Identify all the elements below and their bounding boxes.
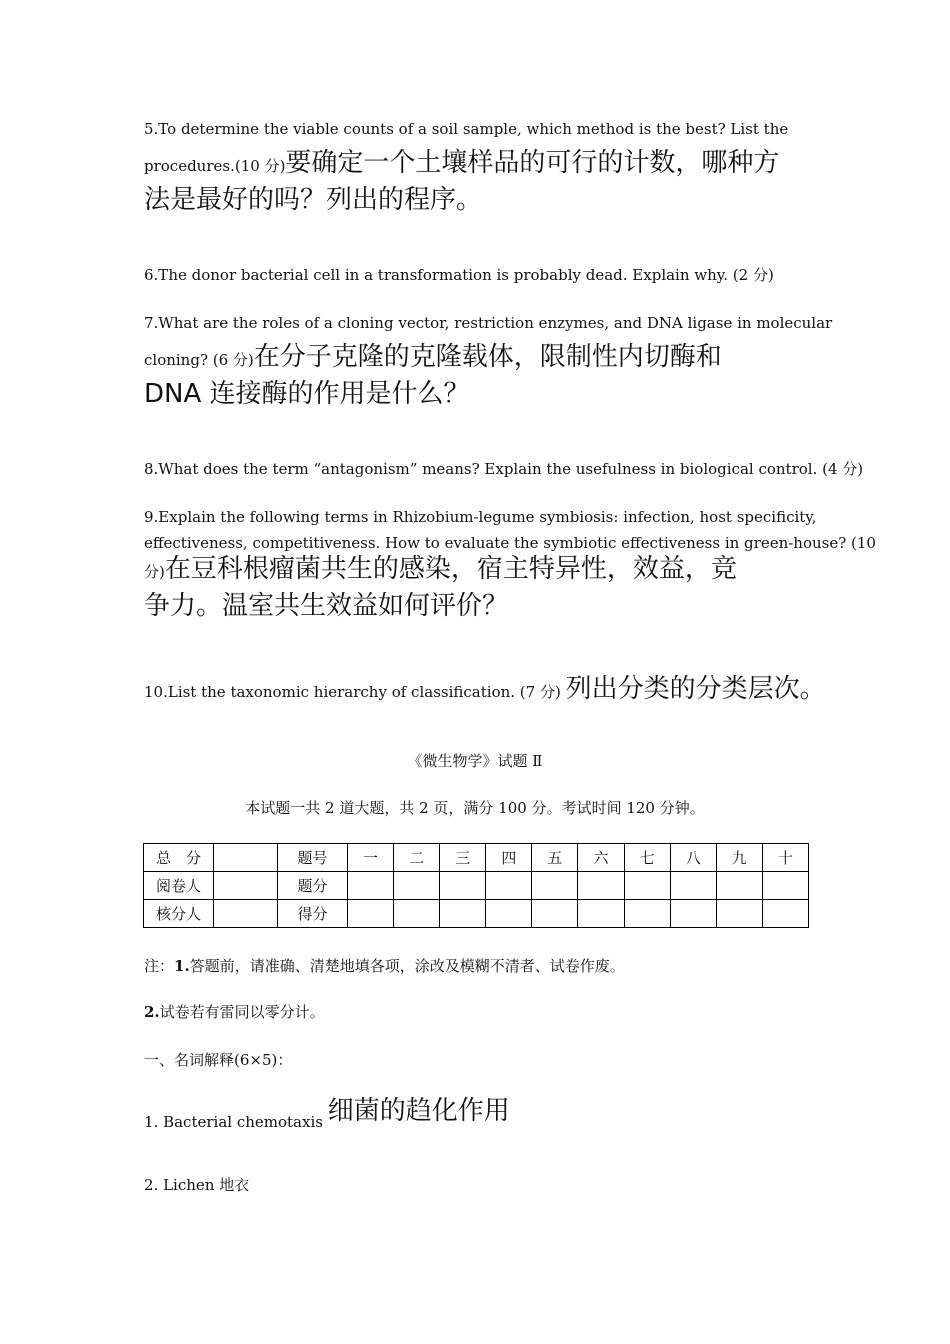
q7-cn-part2: DNA 连接酶的作用是什么？ — [144, 379, 470, 409]
note1-number: 1. — [174, 957, 190, 975]
table-cell: 题分 — [278, 872, 348, 900]
table-cell[interactable] — [716, 900, 762, 928]
score-table — [143, 843, 809, 928]
table-cell[interactable] — [394, 872, 440, 900]
question-10 — [144, 674, 826, 705]
table-cell[interactable] — [214, 844, 278, 872]
note2-text: 试卷若有雷同以零分计。 — [159, 1003, 325, 1021]
table-cell: 十 — [762, 844, 808, 872]
q9-line2: effectiveness, competitiveness. How to evaluate the symbiotic effectiveness in green-house? (10 — [144, 534, 876, 552]
table-cell: 六 — [578, 844, 624, 872]
table-cell[interactable] — [670, 900, 716, 928]
exam-subtitle: 本试题一共 2 道大题，共 2 页，满分 100 分。考试时间 120 分钟。 — [245, 799, 705, 817]
table-cell: 八 — [670, 844, 716, 872]
table-cell: 四 — [486, 844, 532, 872]
note-1 — [144, 955, 625, 976]
q5-cn-part2: 法是最好的吗？列出的程序。 — [144, 185, 483, 215]
q8-text: 8.What does the term “antagonism” means? Explain the usefulness in biological control. (4 分) — [144, 460, 864, 478]
table-cell[interactable] — [440, 900, 486, 928]
table-cell: 五 — [532, 844, 578, 872]
table-cell[interactable] — [578, 872, 624, 900]
table-cell: 得分 — [278, 900, 348, 928]
table-cell[interactable] — [214, 872, 278, 900]
q9-line1: 9.Explain the following terms in Rhizobium-legume symbiosis: infection, host specificity, — [144, 508, 817, 526]
q7-line1: 7.What are the roles of a cloning vector, restriction enzymes, and DNA ligase in molecular — [144, 314, 833, 332]
question-7 — [144, 310, 833, 409]
section-1-heading: 一、名词解释(6×5)： — [144, 1051, 293, 1069]
note2-number: 2. — [144, 1003, 160, 1021]
table-cell[interactable] — [348, 900, 394, 928]
table-cell[interactable] — [670, 872, 716, 900]
note-2 — [144, 1001, 325, 1022]
table-cell[interactable] — [486, 900, 532, 928]
exam-title: 《微生物学》试题 Ⅱ — [407, 752, 543, 770]
score-table-row — [144, 844, 809, 872]
q5-line2-en: procedures.(10 分) — [144, 157, 286, 175]
table-cell[interactable] — [394, 900, 440, 928]
score-table-row — [144, 872, 809, 900]
table-cell[interactable] — [624, 900, 670, 928]
table-cell: 总 分 — [144, 844, 214, 872]
q10-text-en: 10.List the taxonomic hierarchy of classification. (7 分) — [144, 683, 561, 701]
table-cell: 核分人 — [144, 900, 214, 928]
table-cell[interactable] — [624, 872, 670, 900]
item1-cn: 细菌的趋化作用 — [327, 1096, 510, 1126]
table-cell: 七 — [624, 844, 670, 872]
q10-cn: 列出分类的分类层次。 — [565, 674, 826, 704]
table-cell[interactable] — [348, 872, 394, 900]
section-1-item-1 — [144, 1090, 510, 1131]
q7-cn-part1: 在分子克隆的克隆载体，限制性内切酶和 — [253, 342, 722, 372]
question-8 — [144, 456, 864, 482]
table-cell: 二 — [394, 844, 440, 872]
table-cell: 题号 — [278, 844, 348, 872]
table-cell[interactable] — [762, 900, 808, 928]
table-cell[interactable] — [716, 872, 762, 900]
table-cell: 三 — [440, 844, 486, 872]
table-cell[interactable] — [486, 872, 532, 900]
table-cell[interactable] — [214, 900, 278, 928]
note1-text: 答题前，请准确、清楚地填各项，涂改及模糊不清者、试卷作废。 — [189, 957, 625, 975]
table-cell[interactable] — [532, 900, 578, 928]
table-cell: 阅卷人 — [144, 872, 214, 900]
table-cell[interactable] — [578, 900, 624, 928]
note1-prefix: 注： — [144, 957, 175, 975]
q7-line2-en: cloning? (6 分) — [144, 351, 254, 369]
q9-cn-part1: 在豆科根瘤菌共生的感染，宿主特异性，效益，竞 — [164, 554, 737, 584]
q6-text: 6.The donor bacterial cell in a transformation is probably dead. Explain why. (2 分) — [144, 266, 774, 284]
q5-cn-part1: 要确定一个土壤样品的可行的计数，哪种方 — [285, 148, 780, 178]
score-table-row — [144, 900, 809, 928]
question-6 — [144, 262, 814, 288]
table-cell[interactable] — [532, 872, 578, 900]
question-5 — [144, 116, 814, 213]
table-cell: 一 — [348, 844, 394, 872]
question-9 — [144, 504, 876, 621]
table-cell[interactable] — [440, 872, 486, 900]
q5-line1: 5.To determine the viable counts of a soil sample, which method is the best? List the — [144, 120, 789, 138]
table-cell: 九 — [716, 844, 762, 872]
q9-line3-en: 分) — [144, 563, 165, 581]
section-1-item-2: 2. Lichen 地衣 — [144, 1176, 250, 1194]
item1-en: 1. Bacterial chemotaxis — [144, 1113, 323, 1131]
table-cell[interactable] — [762, 872, 808, 900]
q9-cn-part2: 争力。温室共生效益如何评价？ — [144, 591, 509, 621]
